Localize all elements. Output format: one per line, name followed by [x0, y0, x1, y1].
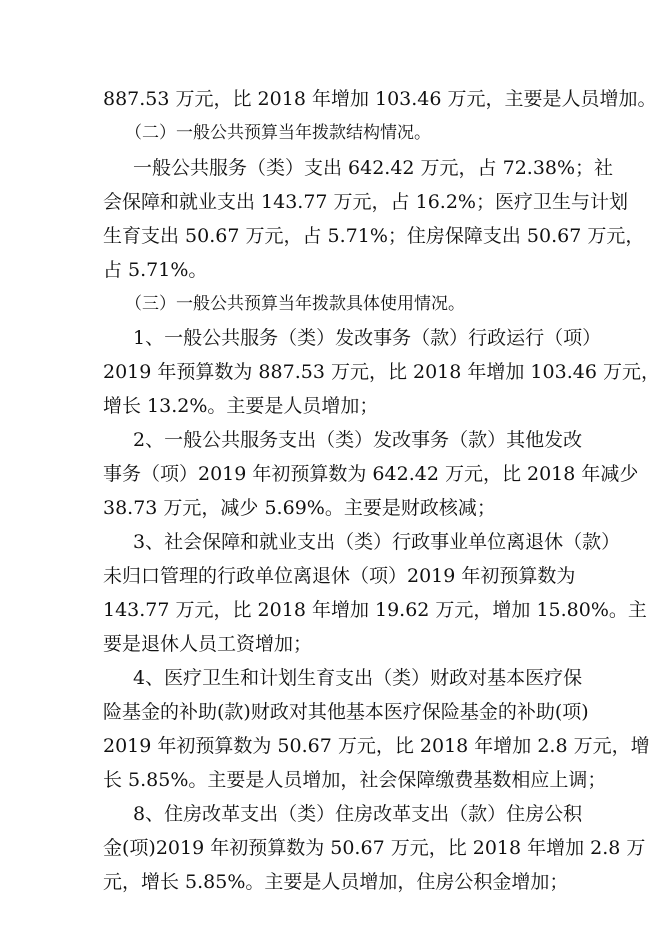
text-line: 会保障和就业支出 143.77 万元，占 16.2%；医疗卫生与计划: [103, 191, 628, 213]
text-line: 2019 年预算数为 887.53 万元，比 2018 年增加 103.46 万元，: [103, 361, 660, 383]
text-line: 事务（项）2019 年初预算数为 642.42 万元，比 2018 年减少: [103, 463, 639, 485]
text-line: 长 5.85%。主要是人员增加，社会保障缴费基数相应上调；: [103, 769, 607, 791]
text-line: 险基金的补助(款)财政对其他基本医疗保险基金的补助(项): [103, 701, 589, 723]
text-line: 金(项)2019 年初预算数为 50.67 万元，比 2018 年增加 2.8 万: [103, 837, 646, 859]
text-line: 887.53 万元，比 2018 年增加 103.46 万元，主要是人员增加。: [103, 88, 657, 110]
text-line: 要是退休人员工资增加；: [103, 633, 313, 655]
text-line: 4、医疗卫生和计划生育支出（类）财政对基本医疗保: [133, 667, 583, 689]
text-line: 2019 年初预算数为 50.67 万元，比 2018 年增加 2.8 万元，增: [103, 735, 650, 757]
text-line: 未归口管理的行政单位离退休（项）2019 年初预算数为: [103, 565, 576, 587]
text-line: 38.73 万元，减少 5.69%。主要是财政核减；: [103, 497, 496, 519]
text-line: 143.77 万元，比 2018 年增加 19.62 万元，增加 15.80%。主: [103, 599, 647, 621]
text-line: 元，增长 5.85%。主要是人员增加，住房公积金增加；: [103, 871, 569, 893]
text-line: 一般公共服务（类）支出 642.42 万元，占 72.38%；社: [133, 157, 614, 179]
text-line: 增长 13.2%。主要是人员增加；: [103, 395, 379, 417]
text-line: 1、一般公共服务（类）发改事务（款）行政运行（项）: [133, 327, 602, 349]
section-heading: （二）一般公共预算当年拨款结构情况。: [125, 123, 431, 143]
text-line: 2、一般公共服务支出（类）发改事务（款）其他发改: [133, 429, 583, 451]
text-line: 3、社会保障和就业支出（类）行政事业单位离退休（款）: [133, 531, 621, 553]
text-line: 占 5.71%。: [103, 259, 208, 281]
section-heading: （三）一般公共预算当年拨款具体使用情况。: [125, 294, 465, 314]
text-line: 8、住房改革支出（类）住房改革支出（款）住房公积: [133, 803, 583, 825]
text-line: 生育支出 50.67 万元，占 5.71%；住房保障支出 50.67 万元，: [103, 225, 645, 247]
